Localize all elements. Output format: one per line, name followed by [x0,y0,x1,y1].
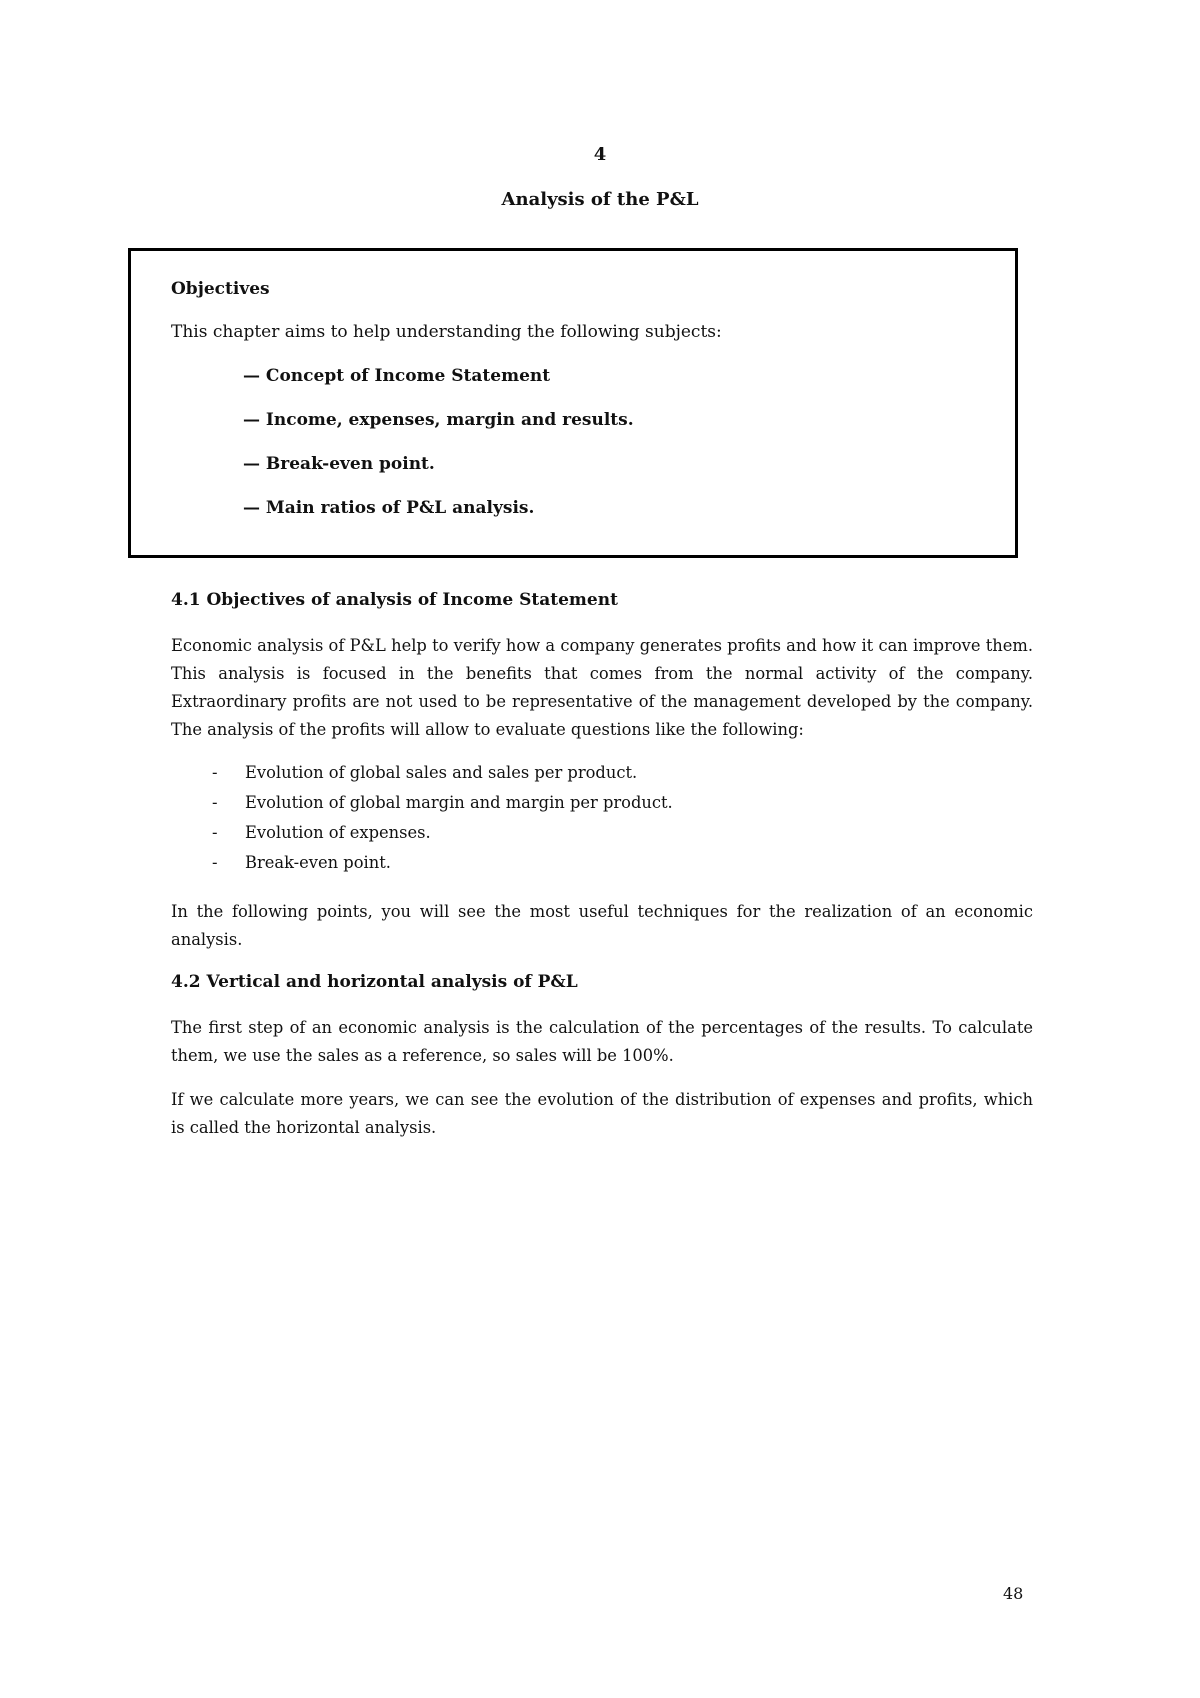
bullet-marker: - [212,793,218,812]
list-item-text: Evolution of expenses. [245,823,431,842]
list-item-text: Evolution of global sales and sales per product. [245,763,638,782]
objective-item: — Income, expenses, margin and results. [243,410,634,430]
section-4-2-paragraph: The first step of an economic analysis is the calculation of the percentages of the results. To calculate them, we use the sales as a reference, so sales will be 100%. [171,1018,1033,1065]
page-number: 48 [1003,1584,1024,1603]
list-item-text: Break-even point. [245,853,391,872]
list-item-text: Evolution of global margin and margin per product. [245,793,673,812]
list-item [212,823,431,842]
section-4-2-paragraph: If we calculate more years, we can see the evolution of the distribution of expenses and profits, which is called the horizontal analysis. [171,1090,1033,1137]
chapter-number: 4 [593,144,607,165]
list-item [212,853,391,872]
objective-item: — Main ratios of P&L analysis. [243,498,535,518]
bullet-marker: - [212,763,218,782]
objectives-heading: Objectives [171,279,270,299]
section-heading-4-1: 4.1 Objectives of analysis of Income Statement [171,590,618,610]
objective-item: — Break-even point. [243,454,435,474]
section-4-1-closing: In the following points, you will see the most useful techniques for the realization of an economic analysis. [171,902,1033,949]
objectives-intro: This chapter aims to help understanding the following subjects: [171,322,722,342]
bullet-marker: - [212,823,218,842]
objective-item: — Concept of Income Statement [243,366,551,386]
section-4-1-paragraph: Economic analysis of P&L help to verify how a company generates profits and how it can improve them. This analysis is focused in the benefits that comes from the normal activity of the company. Extraordinary profits are not used to be representative of the management developed by the company. The analysis of the profits will allow to evaluate questions like the following: [171,636,1033,739]
list-item [212,793,673,812]
section-heading-4-2: 4.2 Vertical and horizontal analysis of P&L [171,972,578,992]
chapter-title: Analysis of the P&L [501,189,699,210]
bullet-marker: - [212,853,218,872]
list-item [212,763,637,782]
